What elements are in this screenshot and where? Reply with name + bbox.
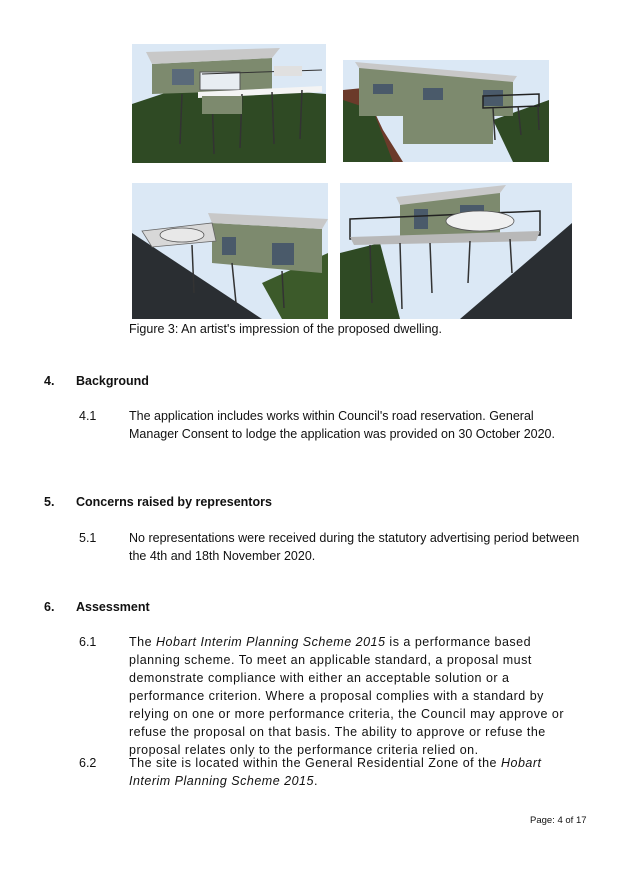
render-image-4 <box>340 183 572 319</box>
figure-caption: Figure 3: An artist's impression of the proposed dwelling. <box>129 322 442 336</box>
paragraph-number: 5.1 <box>79 531 97 545</box>
section-number: 4. <box>44 374 55 388</box>
render-image-3 <box>132 183 328 319</box>
paragraph-number: 6.2 <box>79 756 97 770</box>
paragraph-text: The site is located within the General Residential Zone of the Hobart Interim Planning Scheme 2015. <box>129 756 542 788</box>
scheme-name: Hobart Interim Planning Scheme 2015 <box>129 756 542 788</box>
render-image-1 <box>132 44 326 163</box>
section-heading: Concerns raised by representors <box>76 495 272 509</box>
paragraph-text: The application includes works within Council's road reservation. General Manager Consent to lodge the application was provided on 30 October 2020. <box>129 409 555 441</box>
section-number: 5. <box>44 495 55 509</box>
paragraph-number: 6.1 <box>79 635 97 649</box>
section-heading: Assessment <box>76 600 150 614</box>
scheme-name: Hobart Interim Planning Scheme 2015 <box>156 635 386 649</box>
render-image-2 <box>343 60 549 162</box>
section-heading: Background <box>76 374 149 388</box>
paragraph-text: No representations were received during the statutory advertising period between the 4th and 18th November 2020. <box>129 531 580 563</box>
page-number: Page: 4 of 17 <box>530 815 587 826</box>
paragraph-number: 4.1 <box>79 409 97 423</box>
section-number: 6. <box>44 600 55 614</box>
paragraph-text: The Hobart Interim Planning Scheme 2015 is a performance based planning scheme. To meet an applicable standard, a proposal must demonstrate compliance with either an acceptable solution or a performance criterion. Where a proposal complies with a standard by relying on one or more performance criteria, the Council may approve or refuse the proposal on that basis. The ability to approve or refuse the proposal relates only to the performance criteria relied on. <box>129 635 564 757</box>
